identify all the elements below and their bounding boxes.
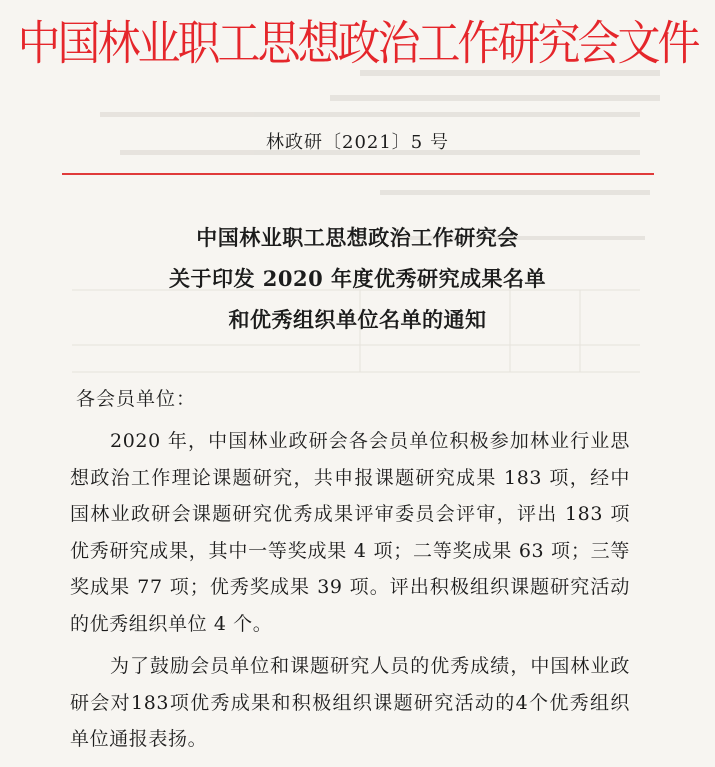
notice-title-line-3: 和优秀组织单位名单的通知 [228,307,487,332]
red-divider-line [62,173,654,175]
document-number: 林政研〔2021〕5 号 [266,132,449,153]
notice-title-line-1: 中国林业职工思想政治工作研究会 [196,225,519,250]
salutation: 各会员单位： [76,388,197,410]
document-header-title: 中国林业职工思想政治工作研究会文件 [17,16,698,72]
body-paragraph-2: 为了鼓励会员单位和课题研究人员的优秀成绩，中国林业政研会对183项优秀成果和积极组织课题研究活动的4个优秀组织单位通报表扬。 [70,655,630,751]
notice-title-line-2: 关于印发 2020 年度优秀研究成果名单 [168,266,547,291]
body-paragraph-1: 2020 年，中国林业政研会各会员单位积极参加林业行业思想政治工作理论课题研究，共申报课题研究成果 183 项，经中国林业政研会课题研究优秀成果评审委员会评审，评出 183 项优秀研究成果，其中一等奖成果 4 项；二等奖成果 63 项；三等奖成果 77 项；优秀奖成果 39 项。评出积极组织课题研究活动的优秀组织单位 4 个。 [70,430,630,635]
